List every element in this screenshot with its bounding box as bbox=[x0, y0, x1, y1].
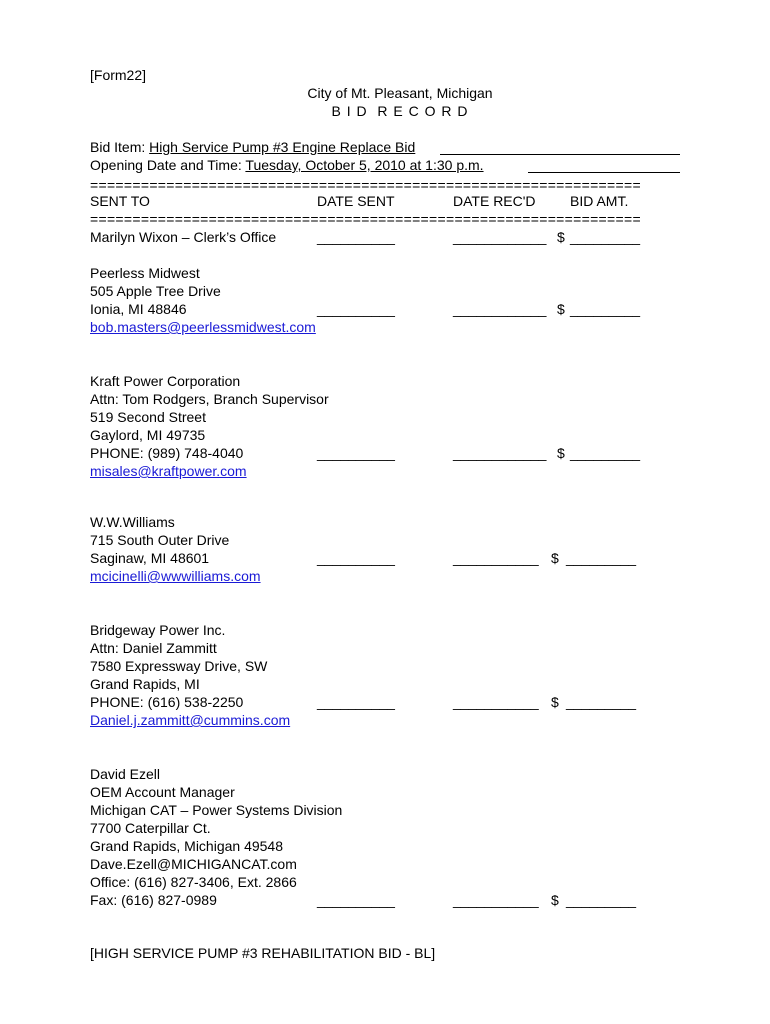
bid-amt-blank: _________ bbox=[570, 301, 641, 317]
separator-top: ================================================================= bbox=[90, 177, 641, 193]
vendor-line: Dave.Ezell@MICHIGANCAT.com bbox=[90, 856, 297, 872]
vendor-line: David Ezell bbox=[90, 766, 161, 782]
bid-amt-blank: _________ bbox=[566, 550, 637, 566]
bid-amt-blank: _________ bbox=[566, 892, 637, 908]
bid-item-fill-line bbox=[440, 154, 680, 155]
opening-label: Opening Date and Time: bbox=[90, 157, 242, 173]
vendor-line: 505 Apple Tree Drive bbox=[90, 283, 221, 299]
date-recd-blank: ___________ bbox=[453, 694, 539, 710]
dollar-sign: $ bbox=[557, 229, 565, 245]
col-bid-amt: BID AMT. bbox=[570, 193, 629, 209]
date-sent-blank: __________ bbox=[317, 892, 395, 908]
dollar-sign: $ bbox=[551, 550, 559, 566]
dollar-sign: $ bbox=[551, 694, 559, 710]
date-recd-blank: ___________ bbox=[453, 892, 539, 908]
vendor-block-peerless bbox=[90, 264, 316, 336]
vendor-line: PHONE: (989) 748-4040 bbox=[90, 445, 244, 461]
vendor-line: Ionia, MI 48846 bbox=[90, 301, 187, 317]
vendor-line: Saginaw, MI 48601 bbox=[90, 550, 210, 566]
vendor-line: 7580 Expressway Drive, SW bbox=[90, 658, 268, 674]
vendor-line: Grand Rapids, Michigan 49548 bbox=[90, 838, 284, 854]
vendor-line: 715 South Outer Drive bbox=[90, 532, 230, 548]
opening-row bbox=[90, 156, 484, 174]
vendor-block-kraft bbox=[90, 372, 329, 480]
vendor-line: Office: (616) 827-3406, Ext. 2866 bbox=[90, 874, 297, 890]
vendor-line: Gaylord, MI 49735 bbox=[90, 427, 206, 443]
col-sent-to: SENT TO bbox=[90, 193, 150, 209]
bid-amt-blank: _________ bbox=[566, 694, 637, 710]
vendor-line: PHONE: (616) 538-2250 bbox=[90, 694, 244, 710]
vendor-line: OEM Account Manager bbox=[90, 784, 235, 800]
vendor-email-link[interactable]: mcicinelli@wwwilliams.com bbox=[90, 568, 261, 584]
bid-item-value: High Service Pump #3 Engine Replace Bid bbox=[149, 139, 416, 155]
vendor-block-bridgeway bbox=[90, 621, 290, 729]
vendor-line: Kraft Power Corporation bbox=[90, 373, 241, 389]
col-date-sent: DATE SENT bbox=[317, 193, 395, 209]
bid-item-row bbox=[90, 138, 415, 156]
vendor-email-link[interactable]: misales@kraftpower.com bbox=[90, 463, 247, 479]
vendor-line: Grand Rapids, MI bbox=[90, 676, 200, 692]
dollar-sign: $ bbox=[557, 301, 565, 317]
page-title: B I D R E C O R D bbox=[331, 103, 469, 119]
vendor-line: Attn: Tom Rodgers, Branch Supervisor bbox=[90, 391, 329, 407]
dollar-sign: $ bbox=[557, 445, 565, 461]
date-sent-blank: __________ bbox=[317, 694, 395, 710]
vendor-email-link[interactable]: bob.masters@peerlessmidwest.com bbox=[90, 319, 316, 335]
bid-item-label: Bid Item: bbox=[90, 139, 146, 155]
date-sent-blank: __________ bbox=[317, 301, 395, 317]
date-sent-blank: __________ bbox=[317, 445, 395, 461]
date-sent-blank: __________ bbox=[317, 229, 395, 245]
vendor-line: Peerless Midwest bbox=[90, 265, 200, 281]
opening-fill-line bbox=[528, 172, 680, 173]
bid-amt-blank: _________ bbox=[570, 229, 641, 245]
vendor-line: Fax: (616) 827-0989 bbox=[90, 892, 217, 908]
clerk-name: Marilyn Wixon – Clerk’s Office bbox=[90, 229, 277, 245]
footer-label: [HIGH SERVICE PUMP #3 REHABILITATION BID - BL] bbox=[90, 945, 436, 961]
dollar-sign: $ bbox=[551, 892, 559, 908]
opening-value: Tuesday, October 5, 2010 at 1:30 p.m. bbox=[245, 157, 484, 173]
date-recd-blank: ___________ bbox=[453, 550, 539, 566]
vendor-line: W.W.Williams bbox=[90, 514, 175, 530]
vendor-line: 519 Second Street bbox=[90, 409, 206, 425]
vendor-line: 7700 Caterpillar Ct. bbox=[90, 820, 211, 836]
vendor-email-link[interactable]: Daniel.j.zammitt@cummins.com bbox=[90, 712, 291, 728]
separator-bottom: ================================================================= bbox=[90, 211, 641, 227]
city-heading: City of Mt. Pleasant, Michigan bbox=[307, 85, 493, 101]
col-date-recd: DATE REC'D bbox=[453, 193, 536, 209]
date-recd-blank: ____________ bbox=[453, 445, 547, 461]
vendor-block-michigan-cat bbox=[90, 765, 342, 909]
vendor-line: Bridgeway Power Inc. bbox=[90, 622, 226, 638]
date-recd-blank: ____________ bbox=[453, 229, 547, 245]
date-recd-blank: ____________ bbox=[453, 301, 547, 317]
bid-amt-blank: _________ bbox=[570, 445, 641, 461]
vendor-line: Michigan CAT – Power Systems Division bbox=[90, 802, 343, 818]
form-id: [Form22] bbox=[90, 67, 147, 83]
date-sent-blank: __________ bbox=[317, 550, 395, 566]
vendor-block-williams bbox=[90, 513, 261, 585]
vendor-line: Attn: Daniel Zammitt bbox=[90, 640, 217, 656]
